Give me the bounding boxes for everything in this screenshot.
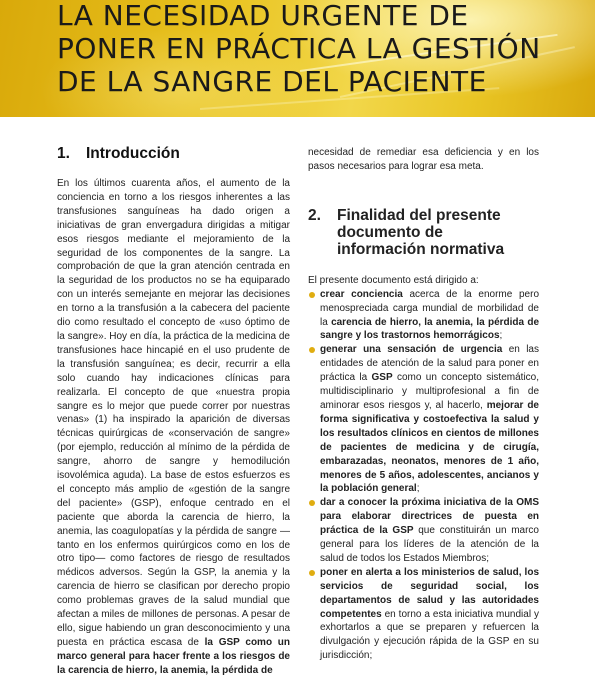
heading-line: información normativa bbox=[337, 240, 505, 258]
item-text: acerca de la enorme pero menospreciada carga mundial de morbilidad de la bbox=[320, 288, 540, 328]
list-item bbox=[308, 566, 539, 663]
section-title: Introducción bbox=[86, 145, 180, 162]
title-banner bbox=[0, 0, 595, 117]
bold-text: GSP bbox=[371, 372, 393, 384]
heading-line: documento de bbox=[337, 223, 443, 241]
bold-text: generar una sensación de urgencia bbox=[320, 344, 503, 356]
item-text: que constituirán un marco general para los líderes de la atención de la salud de todos los Estados Miembros; bbox=[320, 525, 539, 564]
bold-text: dar a conocer la próxima iniciativa de la OMS para elaborar directrices de puesta en práctica de la GSP bbox=[320, 497, 539, 537]
list-item bbox=[308, 343, 539, 496]
continued-paragraph: necesidad de remediar esa deficiencia y en los pasos necesarios para lograr esa meta. bbox=[308, 147, 539, 172]
page-title bbox=[57, 0, 541, 98]
title-line: PONER EN PRÁCTICA LA GESTIÓN bbox=[57, 32, 541, 65]
bold-text: carencia de hierro, la anemia, la pérdida de sangre y los trastornos hemorrágicos bbox=[320, 316, 540, 342]
bold-text: mejorar de forma significativa y costoefectiva la salud y los resultados clínicos en cientos de millones de pacientes de medicina y de cirugía, embarazadas, neonatos, menores de 1 año, menores de 5 años, adolescentes, ancianos y la población general bbox=[320, 399, 539, 495]
section-2-heading bbox=[308, 207, 539, 258]
item-text: ; bbox=[416, 483, 420, 495]
bold-text: poner en alerta a los ministerios de salud, los servicios de seguridad social, los departamentos de salud y las autoridades competentes bbox=[320, 566, 539, 620]
bold-text: crear conciencia bbox=[320, 288, 403, 300]
list-item bbox=[308, 496, 539, 566]
section-title bbox=[337, 207, 504, 258]
section-2-intro: El presente documento está dirigido a: bbox=[308, 274, 479, 286]
section-number: 2. bbox=[308, 206, 321, 224]
paragraph-text: En los últimos cuarenta años, el aumento de la conciencia en torno a los riesgos inherentes a las transfusiones sanguíneas ha dado origen a iniciativas de gran envergadura dirigidas a mitigar esos riesgos mediante el mejoramiento de la seguridad de los componentes de la sangre. La comprobación de que la gran atención centrada en la seguridad de los productos no se ha equiparado con un interés semejante en mejorar las decisiones en torno a la transfusión a la cabecera del paciente dio como resultado el concepto de «uso óptimo de la sangre». Hoy en día, la práctica de la medicina de transfusiones hace hincapié en el uso prudente de la transfusión sanguínea; es decir, recurrir a ella solo cuando hay indicaciones clínicas para realizarla. El concepto de que «nuestra propia sangre es lo mejor que puede correr por nuestras venas» (1) ha inspirado la aparición de diversas técnicas quirúrgicas de «conservación de sangre» (por ejemplo, reducción al mínimo de la pérdida de sangre, ahorro de sangre y hemodilución isovolémica aguda). La base de estos esfuerzos es el concepto más amplio de «gestión de la sangre del paciente» (GSP), enfoque centrado en el paciente que aborda la carencia de hierro, la anemia, las coagulopatías y la pérdida de sangre —tanto en los enfermos quirúrgicos como en los de otro tipo— como factores de riesgo de resultados médicos adversos. Según la GSP, la anemia y la carencia de hierro se clasifican por derecho propio como problemas graves de la salud mundial que afectan a miles de millones de personas. A pesar de ello, sigue habiendo un gran desconocimiento y una puesta en práctica escasa de bbox=[57, 178, 290, 648]
section-1-heading bbox=[57, 144, 290, 163]
paragraph-emphasis: la GSP como un marco general para hacer frente a los riesgos de la carencia de hierro, la anemia, la pérdida de bbox=[57, 636, 290, 676]
heading-line: Finalidad del presente bbox=[337, 206, 501, 224]
right-column bbox=[308, 146, 539, 663]
purpose-list bbox=[308, 288, 539, 663]
item-text: ; bbox=[499, 330, 503, 342]
title-line: LA NECESIDAD URGENTE DE bbox=[57, 0, 469, 32]
list-item bbox=[308, 288, 539, 344]
intro-paragraph bbox=[57, 177, 290, 678]
section-number: 1. bbox=[57, 145, 70, 162]
item-text: como un concepto sistemático, multidisciplinario y multiprofesional a fin de aminorar esos riesgos y, al hacerlo, bbox=[320, 372, 540, 411]
item-text: en las entidades de atención de la salud para poner en práctica la bbox=[320, 344, 539, 384]
item-text: en torno a esta iniciativa mundial y exhortarlos a que se preparen y refuercen la divulgación y ejecución rápida de la GSP en su jurisdicción; bbox=[320, 608, 539, 662]
left-column bbox=[57, 144, 290, 678]
title-line: DE LA SANGRE DEL PACIENTE bbox=[57, 65, 487, 98]
